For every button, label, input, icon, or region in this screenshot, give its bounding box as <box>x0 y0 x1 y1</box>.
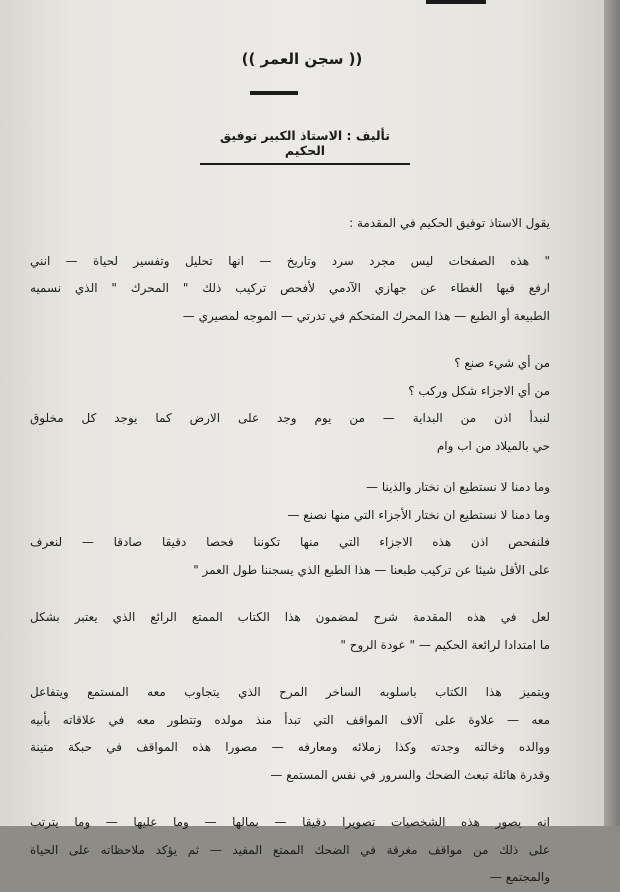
paragraph-line: انه يصور هذه الشخصيات تصويرا دقيقا — بمالها — وما عليها — وما يترتب <box>30 815 550 829</box>
paragraph-line: لنبدأ اذن من البداية — من يوم وجد على الارض كما يوجد كل مخلوق <box>30 411 550 425</box>
paragraph-line: لعل في هذه المقدمة شرح لمضمون هذا الكتاب الممتع الرائع الذي يعتبر بشكل <box>30 610 550 624</box>
paragraph-line: ما امتدادا لرائعة الحكيم — " عودة الروح " <box>340 637 550 652</box>
paragraph-line: والمجتمع — <box>489 870 550 884</box>
paragraph-line: على الأقل شيئا عن تركيب طبعنا — هذا الطبع الذي يسجننا طول العمر " <box>193 562 550 577</box>
question-line: من أي الاجزاء شكل وركب ؟ <box>408 383 550 398</box>
paragraph-line: حي بالميلاد من اب وام <box>436 438 550 453</box>
paragraph-line: " هذه الصفحات ليس مجرد سرد وتاريخ — انها تحليل وتفسير لحياة — انني <box>30 253 550 268</box>
paragraph-line: على ذلك من مواقف مغرقة في الضحك الممتع المفيد — ثم يؤكد ملاحظاته على الحياة <box>30 842 550 857</box>
paragraph-line: ووالده وخالته وجدته وكذا زملائه ومعارفه — مصورا هذه المواقف في حبكة متينة <box>30 740 550 754</box>
paragraph-line: الطبيعة أو الطبع — هذا المحرك المتحكم في تدرتي — الموجه لمصيري — <box>182 308 550 323</box>
document-title: (( سجن العمر )) <box>241 50 363 68</box>
paragraph-line: فلنفحص اذن هذه الاجزاء التي منها تكوننا فحصا دقيقا صادقا — لنعرف <box>30 535 550 549</box>
paragraph-line: ويتميز هذا الكتاب باسلوبه الساخر المرح الذي يتجاوب معه المستمع ويتفاعل <box>30 685 550 699</box>
body-text <box>30 210 550 892</box>
top-rule <box>426 0 486 4</box>
paragraph-line: وما دمنا لا نستطيع ان نختار والدينا — <box>366 480 550 494</box>
question-line: من أي شيء صنع ؟ <box>454 356 550 370</box>
intro-line: يقول الاستاذ توفيق الحكيم في المقدمة : <box>349 216 550 230</box>
paragraph-line: ارفع فيها الغطاء عن جهازي الآدمي لأفحص تركيب ذلك " المحرك " الذي نسميه <box>30 281 550 295</box>
page-edge-shadow <box>604 0 620 826</box>
title-underline <box>250 91 298 95</box>
author-line: تأليف : الاستاذ الكبير توفيق الحكيم <box>200 128 410 165</box>
paragraph-line: وما دمنا لا نستطيع ان نختار الأجزاء التي منها نصنع — <box>287 507 550 522</box>
paragraph-line: معه — علاوة على آلاف المواقف التي تبدأ منذ مولده وتتطور معه في علاقاته بأبيه <box>30 712 550 727</box>
paragraph-line: وقدرة هائلة تبعث الضحك والسرور في نفس المستمع — <box>270 767 550 782</box>
